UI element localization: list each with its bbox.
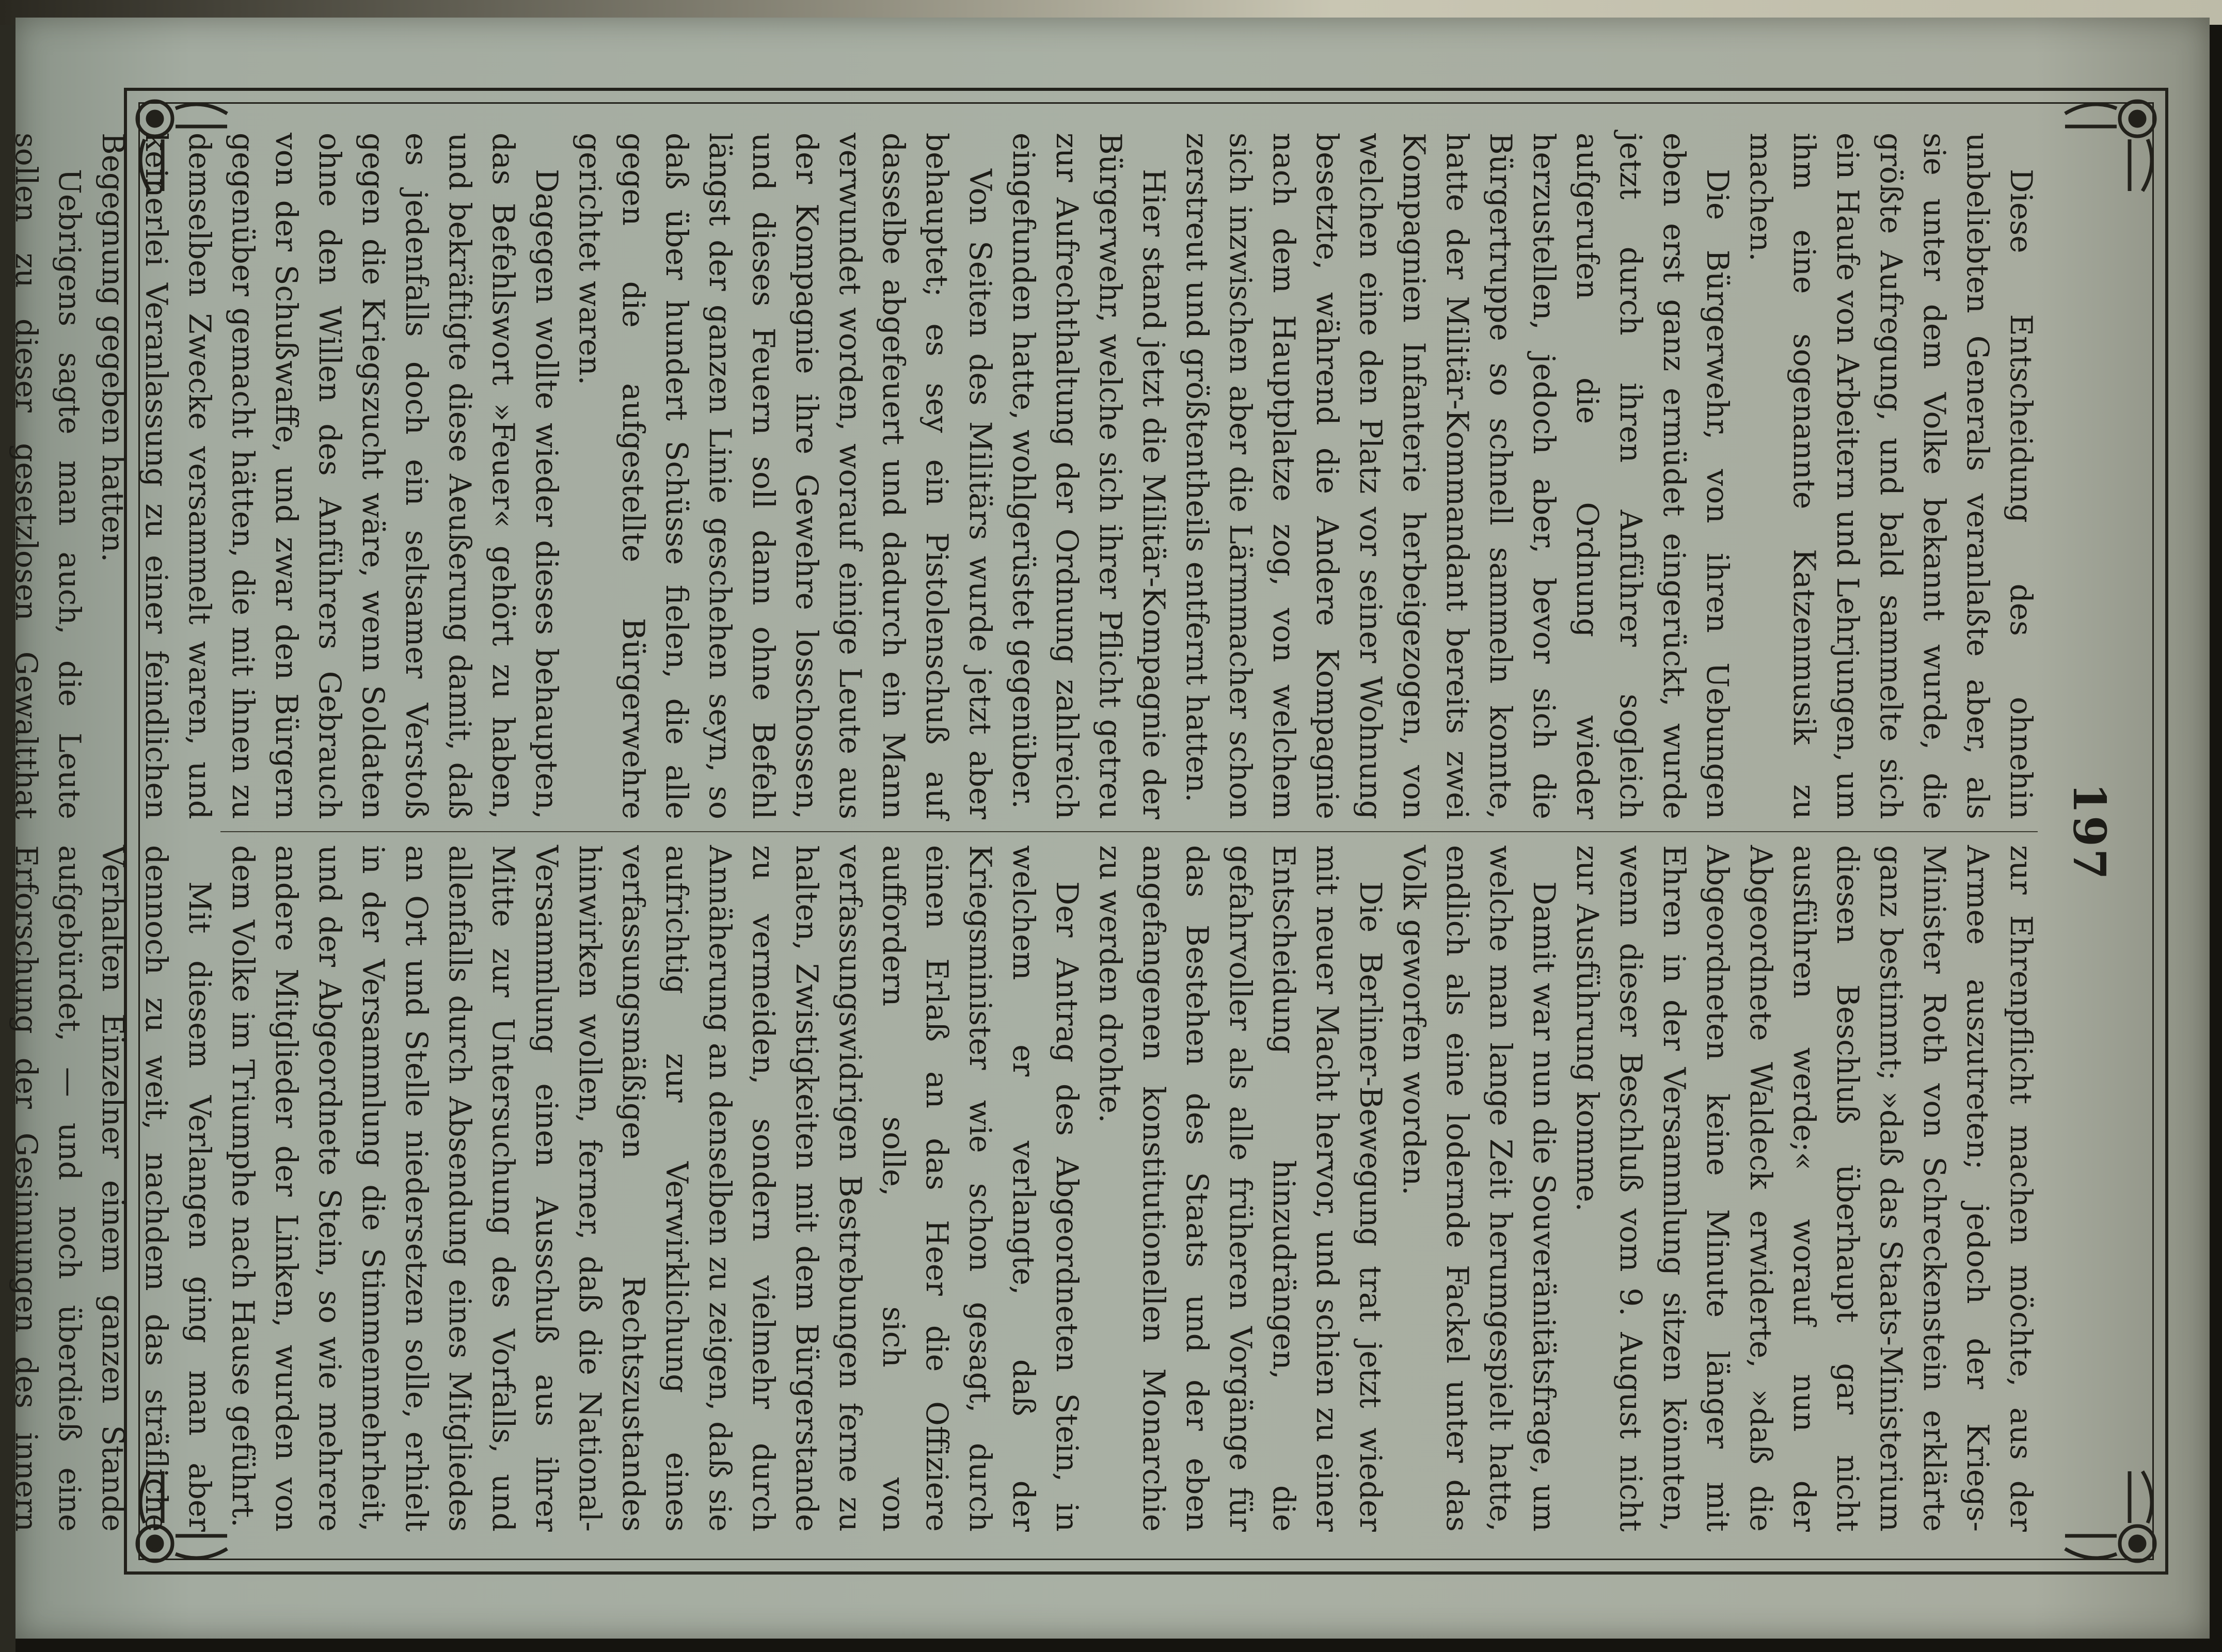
text-column-right xyxy=(9,845,2043,1532)
rotated-page-content xyxy=(9,122,2125,1542)
paragraph: Von Seiten des Militärs wurde jetzt aber behauptet; es sey ein Pistolenschuß auf dasselbe abgefeuert und dadurch ein Mann verwundet worden, worauf einige Leute aus der Kompagnie ihre Gewehre losschossen, und dieses Feuern soll dann ohne Befehl längst der ganzen Linie geschehen seyn, so daß über hundert Schüsse fielen, die alle gegen die aufgestellte Bürgerwehre gerichtet waren. xyxy=(573,133,998,819)
paragraph: Die Berliner-Bewegung trat jetzt wieder mit neuer Macht hervor, und schien zu einer Entscheidung hinzudrängen, die gefahrvoller als alle früheren Vorgänge für das Bestehen des Staats und der eben angefangenen konstitutionellen Monarchie zu werden drohte. xyxy=(1093,845,1388,1532)
paragraph: Hier stand jetzt die Militär-Kompagnie der Bürgerwehr, welche sich ihrer Pflicht getreu zur Aufrechthaltung der Ordnung zahlreich eingefunden hatte, wohlgerüstet gegenüber. xyxy=(1006,133,1171,819)
text-column-left xyxy=(9,133,2043,819)
paragraph: Der Antrag des Abgeordneten Stein, in welchem er verlangte, daß der Kriegsminister wie schon gesagt, durch einen Erlaß an das Heer die Offiziere auffordern solle, sich von verfassungswidrigen Bestrebungen ferne zu halten, Zwistigkeiten mit dem Bürgerstande zu vermeiden, sondern vielmehr durch Annäherung an denselben zu zeigen, daß sie aufrichtig zur Verwirklichung eines verfassungsmäßigen Rechtszustandes hinwirken wollen, ferner, daß die National-Versammlung einen Ausschuß aus ihrer Mitte zur Untersuchung des Vorfalls, und allenfalls durch Absendung eines Mitgliedes an Ort und Stelle niedersetzen solle, erhielt in der Versammlung die Stimmenmehrheit, und der Abgeordnete Stein, so wie mehrere andere Mitglieder der Linken, wurden von dem Volke im Triumphe nach Hause geführt. xyxy=(226,845,1085,1532)
paragraph: Die Bürgerwehr, von ihren Uebungen eben erst ganz ermüdet eingerückt, wurde jetzt durch ihren Anführer sogleich aufgerufen die Ordnung wieder herzustellen, jedoch aber, bevor sich die Bürgertruppe so schnell sammeln konnte, hatte der Militär-Kommandant bereits zwei Kompagnien Infanterie herbeigezogen, von welchen eine den Platz vor seiner Wohnung besetzte, während die Andere Kompagnie nach dem Hauptplatze zog, von welchem sich inzwischen aber die Lärmmacher schon zerstreut und größtentheils entfernt hatten. xyxy=(1180,133,1735,819)
paragraph: Diese Entscheidung des ohnehin unbeliebten Generals veranlaßte aber, als sie unter dem Volke bekannt wurde, die größte Aufregung, und bald sammelte sich ein Haufe von Arbeitern und Lehrjungen, um ihm eine sogenannte Katzenmusik zu machen. xyxy=(1743,133,2039,819)
page-number: 197 xyxy=(2063,783,2115,882)
paragraph: Damit war nun die Souveränitätsfrage, um welche man lange Zeit herumgespielt hatte, endlich als eine lodernde Fackel unter das Volk geworfen worden. xyxy=(1396,845,1562,1532)
column-divider xyxy=(220,831,2038,832)
paragraph: zur Ehrenpflicht machen möchte, aus der Armee auszutreten; jedoch der Kriegs-Minister Roth von Schreckenstein erklärte ganz bestimmt; »daß das Staats-Ministerium diesen Beschluß überhaupt gar nicht ausführen werde;« worauf nun der Abgeordnete Waldeck erwiderte, »daß die Abgeordneten keine Minute länger mit Ehren in der Versammlung sitzen könnten, wenn dieser Beschluß vom 9. August nicht zur Ausführung komme. xyxy=(1570,845,2039,1532)
paragraph: Uebrigens sagte man auch, die Leute sollen zu dieser gesetzlosen Gewaltthat xyxy=(9,133,87,819)
paragraph: Dagegen wollte wieder dieses behaupten, das Befehlswort »Feuer« gehört zu haben, und bekräftigte diese Aeußerung damit, daß es jedenfalls doch ein seltsamer Verstoß gegen die Kriegszucht wäre, wenn Soldaten ohne den Willen des Anführers Gebrauch von der Schußwaffe, und zwar den Bürgern gegenüber gemacht hätten, die mit ihnen zu demselben Zwecke versammelt waren, und keinerlei Veranlassung zu einer feindlichen Begegnung gegeben hatten. xyxy=(96,133,564,819)
paragraph: Mit diesem Verlangen ging man aber dennoch zu weit, nachdem das sträfliche Verhalten Einzelner einem ganzen Stande aufgebürdet, — und noch überdieß eine Erforschung der Gesinnungen des innern xyxy=(9,845,217,1532)
